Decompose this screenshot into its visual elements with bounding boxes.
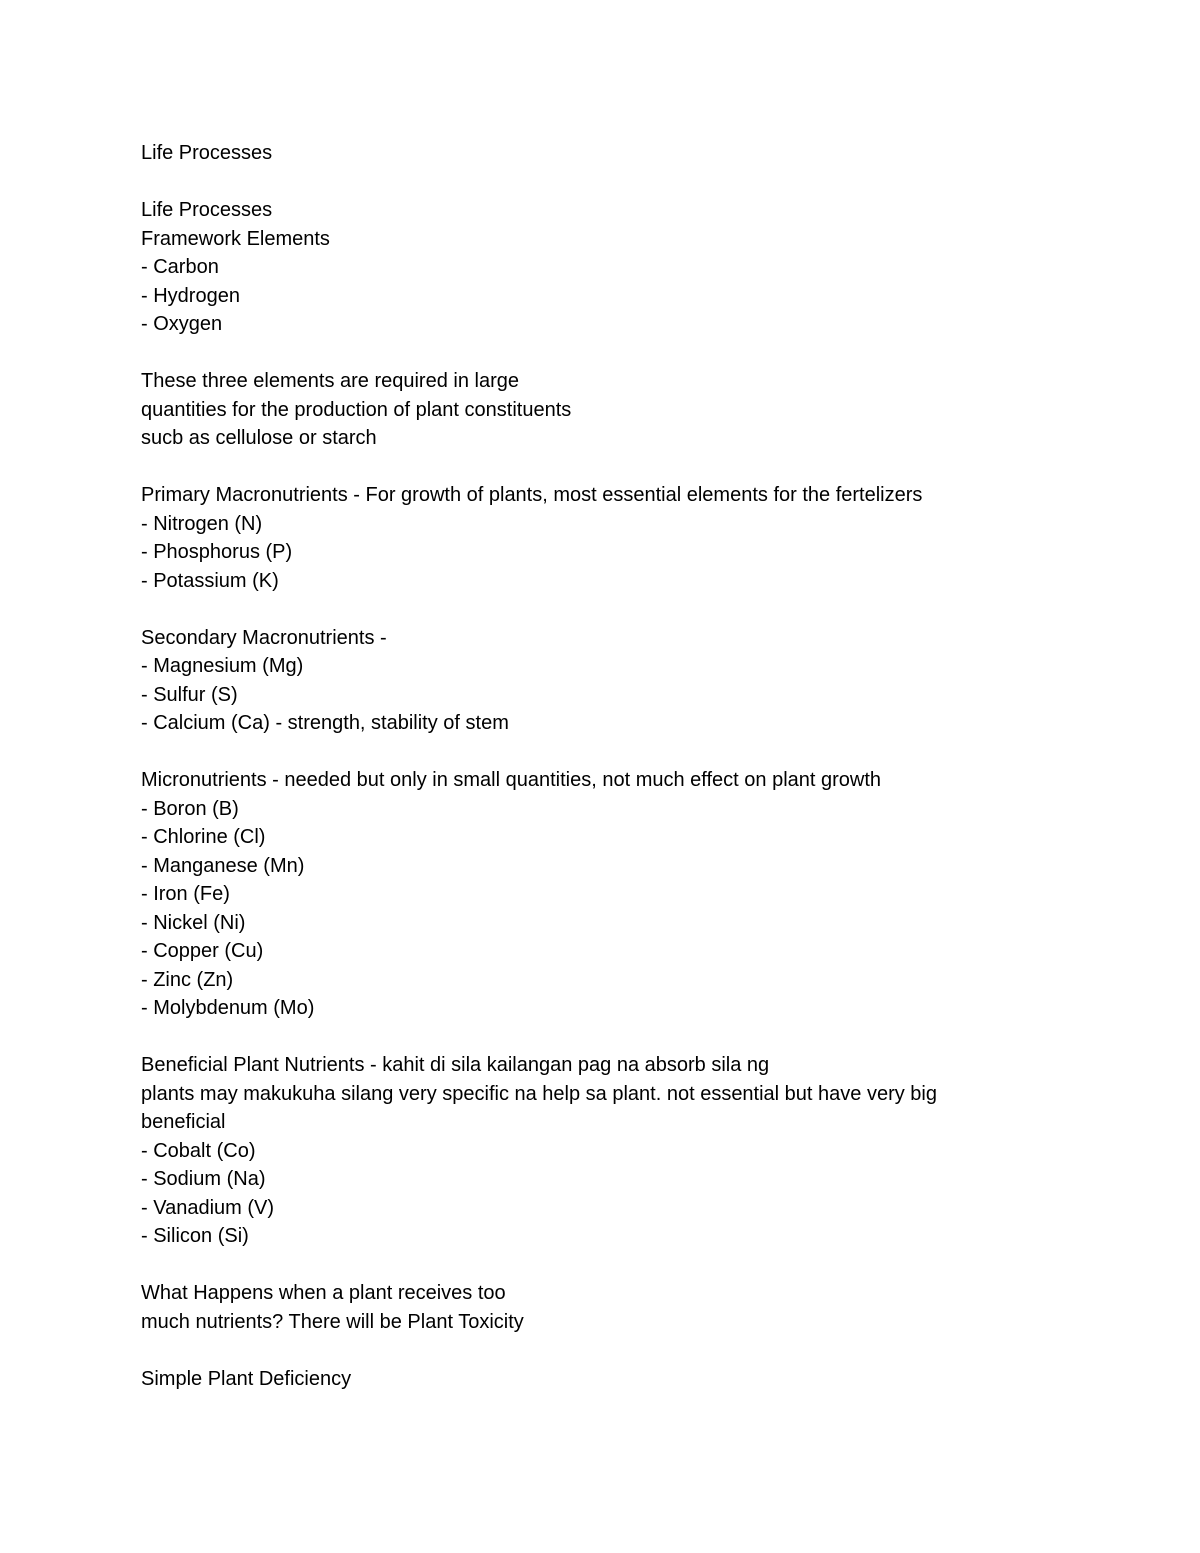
- list-item: - Boron (B): [141, 797, 239, 820]
- text-line: plants may makukuha silang very specific na help sa plant. not essential but have very big: [141, 1082, 937, 1105]
- section-heading: Simple Plant Deficiency: [141, 1367, 352, 1390]
- document-title: Life Processes: [141, 142, 273, 164]
- section-secondary-macronutrients: [141, 624, 1041, 738]
- section-heading: What Happens when a plant receives too: [141, 1282, 506, 1304]
- list-item: - Carbon: [141, 256, 219, 278]
- section-heading: Secondary Macronutrients -: [141, 626, 387, 649]
- section-heading: Life Processes: [141, 199, 273, 221]
- paragraph-gap: [141, 1336, 1041, 1365]
- paragraph-gap: [141, 453, 1041, 482]
- list-item: - Potassium (K): [141, 569, 279, 592]
- section-primary-macronutrients: [141, 481, 1041, 595]
- list-item: - Nitrogen (N): [141, 512, 263, 535]
- list-item: - Cobalt (Co): [141, 1139, 256, 1162]
- paragraph-gap: [141, 339, 1041, 368]
- section-micronutrients: [141, 766, 1041, 1023]
- section-heading: Beneficial Plant Nutrients - kahit di sila kailangan pag na absorb sila ng: [141, 1054, 770, 1076]
- section-beneficial-nutrients: [141, 1051, 1041, 1251]
- list-item: - Magnesium (Mg): [141, 655, 304, 677]
- list-item: - Oxygen: [141, 313, 223, 335]
- list-item: - Copper (Cu): [141, 940, 264, 962]
- list-item: - Nickel (Ni): [141, 911, 246, 934]
- list-item: - Phosphorus (P): [141, 541, 293, 563]
- section-plant-deficiency: [141, 1365, 1041, 1394]
- paragraph-gap: [141, 1251, 1041, 1280]
- list-item: - Chlorine (Cl): [141, 826, 266, 848]
- text-line: beneficial: [141, 1111, 226, 1133]
- paragraph-gap: [141, 595, 1041, 624]
- list-item: - Manganese (Mn): [141, 854, 305, 877]
- section-heading: Primary Macronutrients - For growth of plants, most essential elements for the fertelizers: [141, 484, 923, 506]
- list-item: - Iron (Fe): [141, 883, 230, 905]
- list-item: - Sulfur (S): [141, 683, 238, 706]
- section-heading: Micronutrients - needed but only in small quantities, not much effect on plant growth: [141, 769, 882, 791]
- list-item: - Molybdenum (Mo): [141, 997, 315, 1019]
- list-item: - Zinc (Zn): [141, 968, 234, 991]
- paragraph-gap: [141, 1023, 1041, 1052]
- list-item: - Sodium (Na): [141, 1168, 266, 1190]
- list-item: - Vanadium (V): [141, 1196, 275, 1219]
- list-item: - Calcium (Ca) - strength, stability of stem: [141, 712, 509, 734]
- list-item: - Hydrogen: [141, 284, 240, 307]
- document-body: [141, 139, 1041, 1393]
- list-item: - Silicon (Si): [141, 1225, 249, 1247]
- text-line: quantities for the production of plant constituents: [141, 398, 572, 421]
- text-line: Framework Elements: [141, 227, 330, 250]
- section-framework-elements: [141, 196, 1041, 339]
- section-elements-note: [141, 367, 1041, 453]
- paragraph-gap: [141, 738, 1041, 767]
- text-line: much nutrients? There will be Plant Toxicity: [141, 1310, 524, 1333]
- paragraph-gap: [141, 168, 1041, 197]
- section-plant-toxicity: [141, 1279, 1041, 1336]
- text-line: These three elements are required in large: [141, 370, 519, 392]
- text-line: sucb as cellulose or starch: [141, 427, 377, 449]
